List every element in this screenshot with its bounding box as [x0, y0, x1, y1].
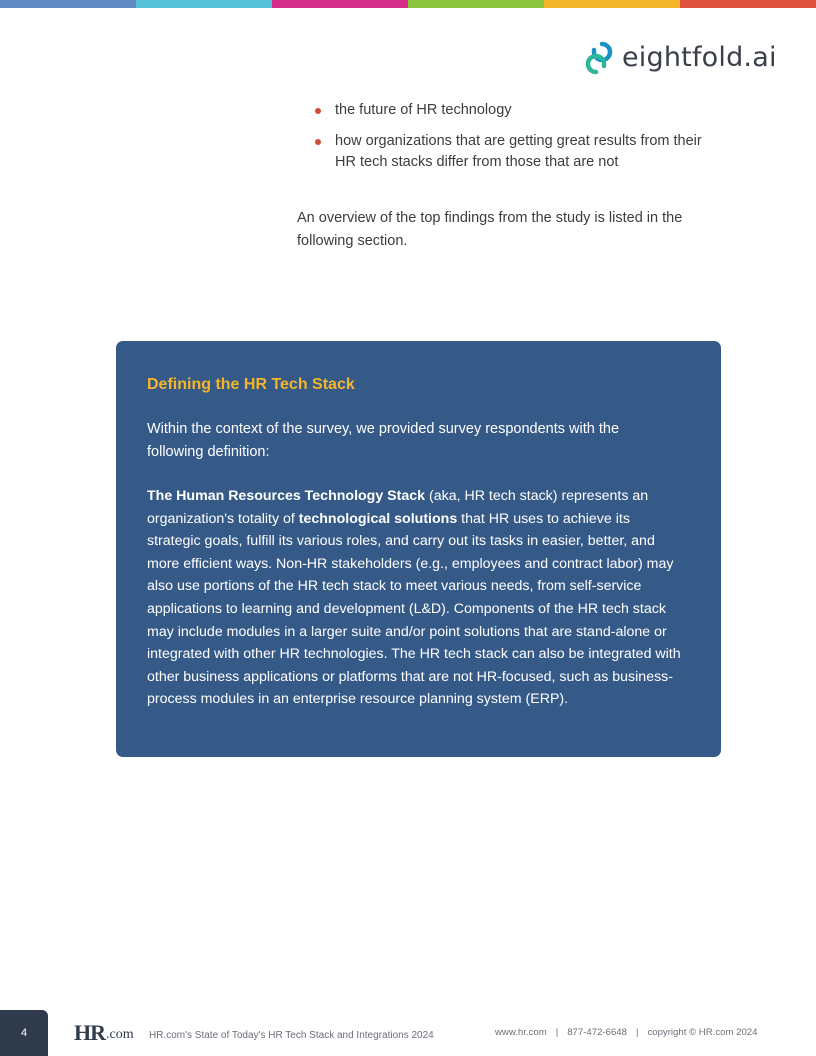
- overview-paragraph: An overview of the top findings from the study is listed in the following section.: [297, 210, 683, 249]
- footer-phone: 877-472-6648: [567, 1027, 627, 1038]
- footer-report-title: HR.com's State of Today's HR Tech Stack and Integrations 2024: [149, 1030, 434, 1041]
- bullet-text: the future of HR technology: [335, 102, 512, 118]
- definition-callout-box: [116, 341, 721, 757]
- bullet-dot: [315, 108, 321, 114]
- stripe-segment-5: [544, 0, 680, 8]
- bullet-list: [315, 100, 725, 183]
- stripe-segment-3: [272, 0, 408, 8]
- eightfold-logo[interactable]: [582, 40, 777, 76]
- bullet-text: how organizations that are getting great results from their HR tech stacks differ from those that are not: [335, 133, 702, 170]
- page-number: 4: [20, 1027, 28, 1039]
- definition-emphasis: technological solutions: [298, 510, 458, 527]
- eightfold-mark-icon: [582, 40, 616, 76]
- footer-separator: |: [635, 1027, 639, 1038]
- definition-term: The Human Resources Technology Stack: [147, 488, 426, 504]
- stripe-segment-4: [408, 0, 544, 8]
- footer-separator: |: [555, 1027, 559, 1038]
- eightfold-wordmark: eightfold.ai: [622, 42, 777, 73]
- callout-intro: Within the context of the survey, we provided survey respondents with the following definition:: [147, 421, 620, 460]
- footer-contact: [495, 1027, 757, 1038]
- bullet-dot: [315, 139, 321, 145]
- stripe-segment-2: [136, 0, 272, 8]
- hr-logo-suffix: .com: [106, 1027, 134, 1042]
- hr-com-logo[interactable]: [74, 1018, 134, 1044]
- footer-copyright: copyright © HR.com 2024: [647, 1027, 758, 1038]
- stripe-segment-1: [0, 0, 136, 8]
- top-color-stripe: [0, 0, 816, 8]
- definition-text-1: (aka, HR tech stack) represents an organization's totality of: [147, 488, 649, 527]
- definition-text-2: that HR uses to achieve its strategic goals, fulfill its various roles, and carry out its tasks in easier, better, and more efficient ways. Non-HR stakeholders (e.g., employees and contract labor) may also use portions of the HR tech stack to meet various needs, from self-service applications to learning and development (L&D). Components of the HR tech stack may include modules in a larger suite and/or point solutions that are stand-alone or integrated with other HR technologies. The HR tech stack can also be integrated with other business applications or platforms that are not HR-focused, such as business-process modules in an enterprise resource planning system (ERP).: [147, 510, 681, 708]
- stripe-segment-6: [680, 0, 816, 8]
- page-number-tab: [0, 1010, 48, 1056]
- list-item: [315, 131, 725, 173]
- callout-title: Defining the HR Tech Stack: [147, 376, 355, 393]
- footer-website-link[interactable]: www.hr.com: [495, 1027, 547, 1038]
- list-item: [315, 100, 725, 121]
- callout-definition: [147, 485, 682, 711]
- hr-logo-main: HR: [74, 1020, 105, 1045]
